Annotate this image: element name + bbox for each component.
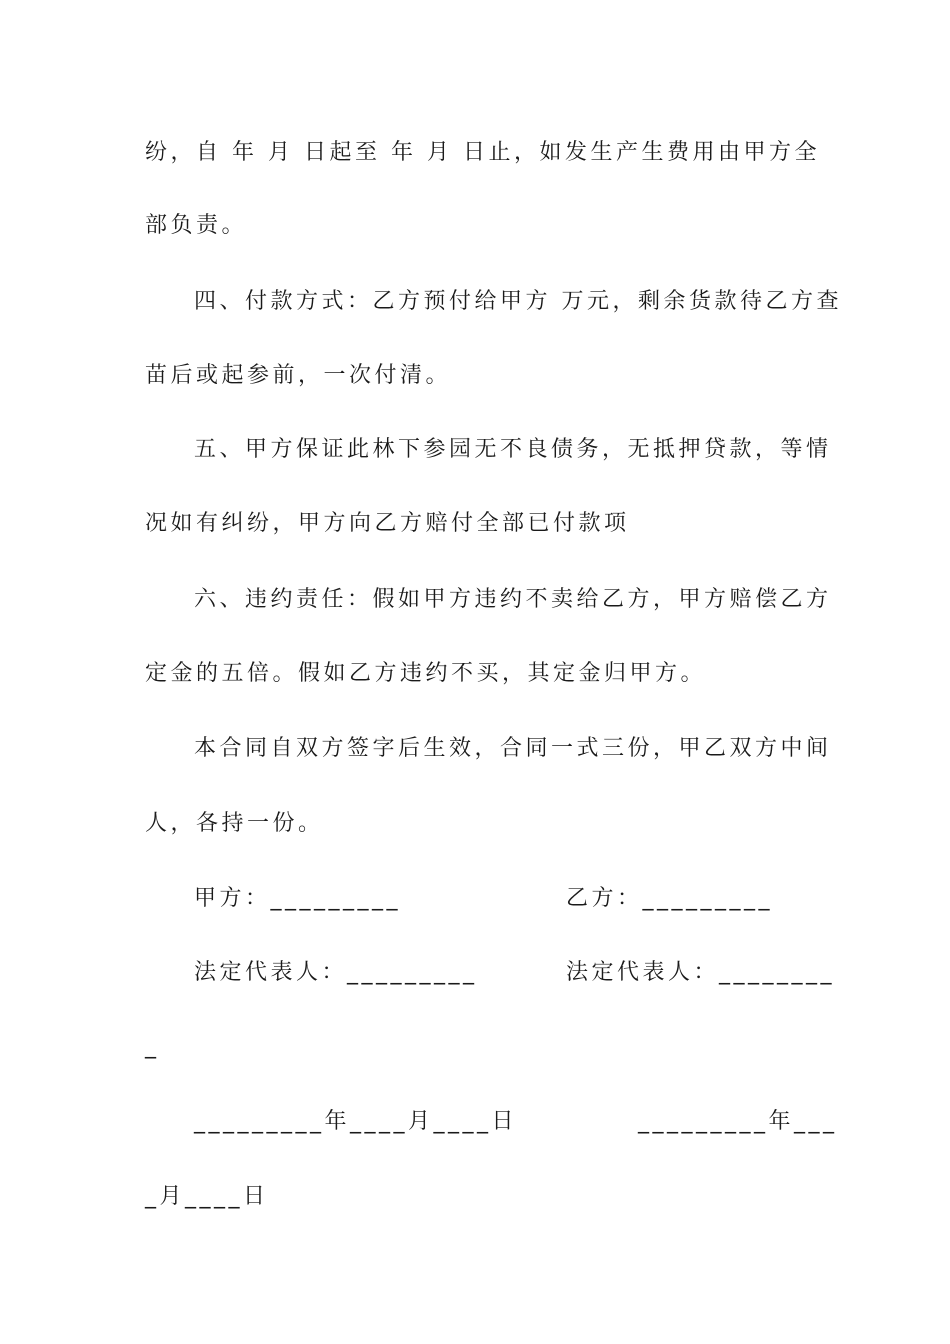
party-b-representative: 法定代表人：________ bbox=[566, 960, 836, 985]
paragraph-6-line-2: 定金的五倍。假如乙方违约不买，其定金归甲方。 bbox=[145, 661, 707, 686]
paragraph-6-line-1: 六、违约责任：假如甲方违约不卖给乙方，甲方赔偿乙方 bbox=[194, 587, 832, 612]
party-a-representative: 法定代表人：_________ bbox=[194, 960, 478, 985]
party-b-representative-wrap: _ bbox=[145, 1034, 160, 1059]
party-b-date: _________年___ bbox=[638, 1109, 838, 1134]
paragraph-4-line-1: 四、付款方式：乙方预付给甲方 万元，剩余货款待乙方查 bbox=[194, 289, 842, 314]
party-a-date: _________年____月____日 bbox=[194, 1109, 518, 1134]
paragraph-3-line-1: 纷，自 年 月 日起至 年 月 日止，如发生产生费用由甲方全 bbox=[145, 140, 820, 165]
party-b-signature: 乙方：_________ bbox=[566, 886, 774, 911]
paragraph-4-line-2: 苗后或起参前，一次付清。 bbox=[145, 363, 452, 388]
paragraph-5-line-2: 况如有纠纷，甲方向乙方赔付全部已付款项 bbox=[145, 511, 630, 536]
party-b-date-wrap: _月____日 bbox=[145, 1184, 269, 1209]
paragraph-3-line-2: 部负责。 bbox=[145, 213, 248, 238]
paragraph-5-line-1: 五、甲方保证此林下参园无不良债务，无抵押贷款，等情 bbox=[194, 437, 832, 462]
paragraph-7-line-1: 本合同自双方签字后生效，合同一式三份，甲乙双方中间 bbox=[194, 736, 832, 761]
paragraph-7-line-2: 人，各持一份。 bbox=[145, 811, 324, 836]
party-a-signature: 甲方：_________ bbox=[194, 886, 402, 911]
